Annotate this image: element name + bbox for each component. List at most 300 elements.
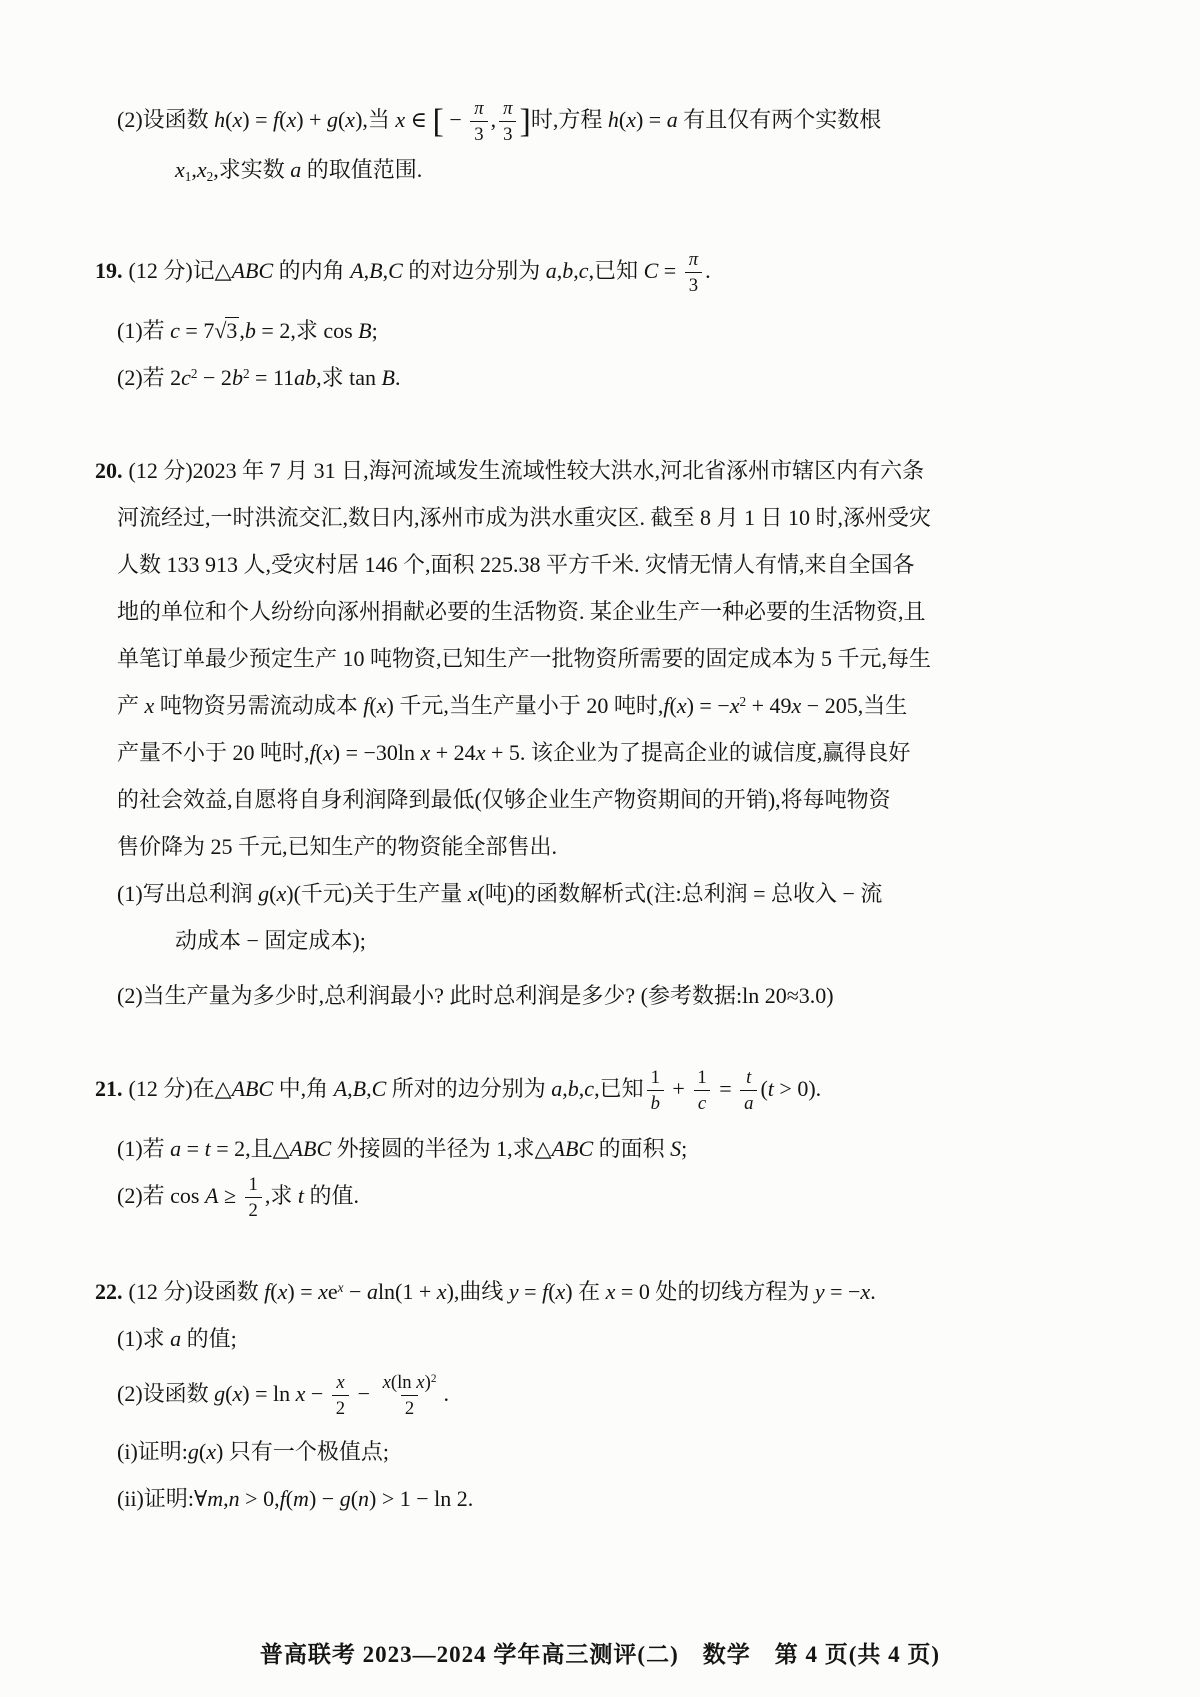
math-letter: y xyxy=(508,1278,519,1304)
text-run: 的对边分别为 xyxy=(402,257,546,283)
question-subpart xyxy=(117,870,1140,917)
text-run: = 2,且△ xyxy=(210,1135,290,1161)
text-line xyxy=(117,96,1140,146)
math-letter: x xyxy=(676,692,687,718)
math-letter: x xyxy=(860,1278,871,1304)
text-line xyxy=(117,823,1140,870)
math-letter: t xyxy=(297,1182,304,1208)
math-run: g(x) xyxy=(187,1438,224,1464)
math-run xyxy=(644,258,659,283)
fraction xyxy=(647,1067,664,1115)
math-run: g(x) xyxy=(326,107,363,132)
question-subpart xyxy=(117,1172,1140,1222)
math-letter: x xyxy=(286,107,297,132)
question-20 xyxy=(95,447,1140,1019)
text-run: = 0 处的切线方程为 xyxy=(615,1278,815,1304)
superscript: 2 xyxy=(190,365,198,381)
fraction xyxy=(499,98,516,146)
math-letter: h xyxy=(214,107,226,132)
math-letter: a xyxy=(294,364,306,390)
math-letter: x xyxy=(420,739,431,765)
fraction-numerator xyxy=(379,1372,441,1396)
math-letter: b xyxy=(567,1075,579,1101)
math-run xyxy=(170,1136,181,1161)
math-run: g(x) xyxy=(258,880,294,906)
text-run: = xyxy=(713,1075,738,1101)
math-letter: m xyxy=(207,1485,224,1511)
question-18-part2 xyxy=(117,96,1140,193)
math-letter: B xyxy=(352,1075,367,1101)
text-run: 的面积 xyxy=(593,1135,671,1161)
math-run xyxy=(670,1136,681,1161)
math-letter: B xyxy=(358,317,372,343)
text-run: . xyxy=(705,257,711,283)
math-letter: g xyxy=(187,1438,199,1464)
math-run xyxy=(395,107,405,132)
fraction-numerator xyxy=(332,1372,348,1396)
math-letter: A xyxy=(350,257,364,283)
problem-number: 21. xyxy=(95,1075,123,1101)
fraction-denominator: 3 xyxy=(499,121,516,146)
text-run: = xyxy=(658,257,682,283)
math-letter: x xyxy=(337,1279,344,1295)
math-letter: f xyxy=(309,739,316,765)
problem-number: 19. xyxy=(95,257,123,283)
text-run: e xyxy=(327,1278,338,1304)
math-run: (t > 0) xyxy=(760,1075,816,1101)
fraction-denominator: 2 xyxy=(401,1395,418,1420)
text-run: 外接圆的半径为 1,求△ xyxy=(331,1135,552,1161)
math-letter: a xyxy=(666,107,678,132)
math-run: f(x) xyxy=(264,1278,295,1304)
math-run: a,b,c xyxy=(551,1075,595,1101)
text-run: − xyxy=(352,1380,376,1406)
text-run: ∈ xyxy=(405,107,433,132)
text-run: + xyxy=(666,1075,691,1101)
problem-number: 20. xyxy=(95,457,123,483)
text-run: 的取值范围. xyxy=(301,156,423,182)
math-letter: x xyxy=(436,1278,447,1304)
text-run: . xyxy=(443,1380,449,1406)
text-run: 有且仅有两个实数根 xyxy=(677,107,882,132)
text-run: = ln xyxy=(249,1380,296,1406)
math-letter: B xyxy=(381,364,395,390)
text-run: (2)设函数 xyxy=(117,107,215,132)
math-letter: a xyxy=(545,257,557,283)
text-run: 单笔订单最少预定生产 10 吨物资,已知生产一批物资所需要的固定成本为 5 千元,每生 xyxy=(117,645,932,671)
math-letter: c xyxy=(697,1093,707,1115)
math-letter: B xyxy=(245,257,259,283)
math-letter: f xyxy=(663,692,670,718)
math-run xyxy=(232,365,243,390)
question-subpart xyxy=(117,1475,1140,1522)
text-run: 所对的边分别为 xyxy=(386,1075,552,1101)
math-letter: x xyxy=(416,1371,425,1393)
text-line xyxy=(117,588,1140,635)
math-run xyxy=(294,365,316,390)
fraction-numerator xyxy=(685,249,702,273)
fraction-denominator xyxy=(694,1090,710,1115)
math-letter: b xyxy=(244,317,256,343)
math-run xyxy=(421,740,431,765)
text-line xyxy=(117,729,1140,776)
math-letter: x xyxy=(232,107,243,132)
superscript: 2 xyxy=(242,365,250,381)
math-letter: x xyxy=(206,1438,216,1464)
math-letter: x xyxy=(196,156,207,182)
text-run: 动成本 − 固定成本); xyxy=(175,927,366,953)
math-run xyxy=(382,365,395,390)
math-run xyxy=(207,1486,223,1511)
fraction-numerator: 1 xyxy=(650,1066,660,1088)
math-letter: c xyxy=(584,1075,595,1101)
text-line xyxy=(117,146,1140,193)
math-letter: A xyxy=(204,1182,219,1208)
text-run: (ii)证明:∀ xyxy=(117,1485,208,1511)
question-subpart xyxy=(117,354,1140,401)
text-run: + 5. 该企业为了提高企业的诚信度,赢得良好 xyxy=(485,739,911,765)
math-letter: b xyxy=(650,1093,660,1115)
math-run: a,b,c xyxy=(545,257,589,283)
fraction-numerator: 1 xyxy=(697,1066,707,1088)
fraction-numerator xyxy=(499,98,516,122)
math-run xyxy=(792,693,802,718)
math-letter: g xyxy=(258,880,270,906)
question-subpart xyxy=(117,1370,1140,1420)
math-letter: c xyxy=(578,257,589,283)
math-run xyxy=(509,1279,519,1304)
text-run: (2)当生产量为多少时,总利润最小? 此时总利润是多少? (参考数据:ln 20≈3.0) xyxy=(117,982,834,1008)
text-run: = xyxy=(294,1278,319,1304)
text-run: , xyxy=(223,1485,229,1511)
fraction-denominator xyxy=(740,1090,757,1115)
math-letter: b xyxy=(562,257,574,283)
math-letter: x xyxy=(345,107,356,132)
math-run: f(x) xyxy=(363,692,394,718)
text-run: ,求 xyxy=(264,1182,298,1208)
text-run: ,当 xyxy=(362,107,396,132)
text-run: − 205,当生 xyxy=(801,692,908,718)
question-stem xyxy=(95,447,1140,494)
text-run: ln(1 + xyxy=(377,1278,437,1304)
math-letter: C xyxy=(316,1135,332,1161)
math-letter: x xyxy=(555,1278,566,1304)
math-run xyxy=(730,693,740,718)
question-subpart xyxy=(117,1428,1140,1475)
big-bracket: [ xyxy=(432,102,444,140)
math-letter: x xyxy=(318,1278,328,1304)
text-run: − xyxy=(443,107,468,132)
superscript: 2 xyxy=(739,693,747,709)
question-22 xyxy=(95,1268,1140,1522)
math-letter: x xyxy=(276,880,287,906)
big-bracket: ] xyxy=(519,102,531,140)
text-run: (千元)关于生产量 xyxy=(293,880,468,906)
math-letter: A xyxy=(231,257,246,283)
page-footer: 普高联考 2023—2024 学年高三测评(二) 数学 第 4 页(共 4 页) xyxy=(259,1642,941,1667)
math-run xyxy=(232,258,274,283)
fraction xyxy=(332,1372,349,1420)
fraction-numerator xyxy=(470,98,487,122)
fraction xyxy=(740,1067,757,1115)
math-letter: x xyxy=(295,1380,306,1406)
math-letter: x xyxy=(144,692,155,718)
math-letter: x xyxy=(175,156,185,182)
math-letter: x xyxy=(729,692,740,718)
math-run xyxy=(197,157,207,182)
text-run: . xyxy=(815,1075,822,1101)
text-line xyxy=(117,682,1140,729)
math-letter: x xyxy=(382,1371,391,1393)
text-run: = xyxy=(249,107,273,132)
math-letter: x xyxy=(475,739,486,765)
math-run xyxy=(476,740,486,765)
text-run: ,求实数 xyxy=(213,156,291,182)
text-run: . xyxy=(394,364,401,390)
math-letter: x xyxy=(626,107,636,132)
text-run: ≥ xyxy=(218,1182,242,1208)
math-run xyxy=(175,157,185,182)
question-19 xyxy=(95,247,1140,401)
text-run: (12 分)2023 年 7 月 31 日,海河流域发生流域性较大洪水,河北省涿州市辖区内有六条 xyxy=(128,457,925,483)
text-run: (2)若 cos xyxy=(117,1182,205,1208)
math-letter: g xyxy=(214,1380,226,1406)
text-run: (i)证明: xyxy=(117,1438,188,1464)
text-run: − xyxy=(316,1485,340,1511)
math-letter: x xyxy=(336,1371,345,1393)
math-letter: a xyxy=(290,156,302,182)
math-run xyxy=(367,1279,378,1304)
math-run: f(x) xyxy=(542,1278,573,1304)
fraction xyxy=(685,249,702,297)
math-run: A,B,C xyxy=(333,1075,387,1101)
math-letter: n xyxy=(358,1485,370,1511)
text-run: = −30ln xyxy=(340,739,421,765)
text-run: − xyxy=(305,1380,329,1406)
text-run: ,已知 xyxy=(588,257,644,283)
text-run: = 2,求 cos xyxy=(255,317,359,343)
math-letter: B xyxy=(565,1135,579,1161)
math-run xyxy=(383,1372,391,1393)
math-run: g(n) xyxy=(339,1485,377,1511)
math-run xyxy=(232,1076,274,1101)
math-run xyxy=(229,1486,240,1511)
math-letter: B xyxy=(369,257,383,283)
math-letter: t xyxy=(204,1135,211,1161)
fraction-numerator xyxy=(742,1067,755,1091)
math-run: A,B,C xyxy=(350,257,403,283)
math-letter: n xyxy=(228,1485,240,1511)
math-letter: a xyxy=(170,1135,182,1161)
math-letter: f xyxy=(542,1278,549,1304)
math-run xyxy=(552,1136,594,1161)
text-run: 吨物资另需流动成本 xyxy=(154,692,364,718)
text-run: > 0, xyxy=(239,1485,280,1511)
math-letter: f xyxy=(363,692,370,718)
question-stem xyxy=(95,1268,1140,1315)
math-run: f(x) xyxy=(273,107,304,132)
question-stem xyxy=(95,247,1140,297)
text-run: 售价降为 25 千元,已知生产的物资能全部售出. xyxy=(117,833,558,859)
subscript: 1 xyxy=(184,168,192,184)
text-run: (2)设函数 xyxy=(117,1380,215,1406)
text-run: 的值; xyxy=(181,1325,237,1351)
text-run: 人数 133 913 人,受灾村居 146 个,面积 225.38 平方千米. 灾情无情人有情,来自全国各 xyxy=(117,551,915,577)
math-run: h(x) xyxy=(214,107,250,132)
text-run: (2)若 2 xyxy=(117,364,182,390)
text-run: ,已知 xyxy=(594,1075,644,1101)
fraction xyxy=(245,1174,262,1222)
text-run: ; xyxy=(371,317,378,343)
math-run: g(x) xyxy=(214,1380,250,1406)
fraction-numerator: 1 xyxy=(248,1173,258,1195)
text-run: 产 xyxy=(117,692,145,718)
math-letter: x xyxy=(376,692,387,718)
text-run: = xyxy=(643,107,667,132)
text-run: + 49 xyxy=(746,692,792,718)
math-letter: t xyxy=(767,1075,774,1101)
math-run: f(x) xyxy=(309,739,341,765)
math-letter: f xyxy=(273,107,280,132)
text-run: . xyxy=(870,1278,876,1304)
math-letter: x xyxy=(277,1278,288,1304)
question-stem xyxy=(95,1065,1140,1115)
math-run: f(x) xyxy=(663,692,694,718)
math-run xyxy=(860,1279,870,1304)
math-run xyxy=(468,881,478,906)
math-run xyxy=(181,365,191,390)
math-run xyxy=(170,318,180,343)
math-run: h(x) xyxy=(607,107,644,132)
text-run: + xyxy=(303,107,327,132)
math-letter: π xyxy=(503,97,513,119)
text-run: 地的单位和个人纷纷向涿州捐献必要的生活物资. 某企业生产一种必要的生活物资,且 xyxy=(117,598,926,624)
text-line xyxy=(117,635,1140,682)
fraction xyxy=(470,98,487,146)
math-run xyxy=(318,1279,328,1304)
text-run: (12 分)记△ xyxy=(128,257,232,283)
text-run: (1)若 xyxy=(117,317,171,343)
text-run: (1)求 xyxy=(117,1325,171,1351)
text-run: = xyxy=(518,1278,543,1304)
text-run: 千元,当生产量小于 20 吨时, xyxy=(393,692,664,718)
problem-number: 22. xyxy=(95,1278,123,1304)
math-run xyxy=(358,318,371,343)
text-line xyxy=(117,917,1140,964)
math-letter: x xyxy=(467,880,478,906)
text-run: = 7 xyxy=(179,317,215,343)
fraction-denominator: 3 xyxy=(470,121,487,146)
subscript: 2 xyxy=(206,168,214,184)
text-run: 只有一个极值点; xyxy=(223,1438,389,1464)
question-subpart xyxy=(117,1315,1140,1362)
text-run: 的内角 xyxy=(273,257,351,283)
text-run: (ln xyxy=(390,1371,417,1393)
fraction-denominator xyxy=(647,1090,664,1115)
text-run: = 11 xyxy=(249,364,295,390)
question-21 xyxy=(95,1065,1140,1222)
math-letter: C xyxy=(578,1135,594,1161)
math-letter: g xyxy=(326,107,338,132)
math-letter: C xyxy=(643,257,659,283)
math-letter: C xyxy=(371,1075,387,1101)
math-letter: c xyxy=(181,364,191,390)
math-letter: g xyxy=(339,1485,351,1511)
text-run: 河流经过,一时洪流交汇,数日内,涿州市成为洪水重灾区. 截至 8 月 1 日 10 时,涿州受灾 xyxy=(117,504,932,530)
math-letter: t xyxy=(746,1066,752,1088)
text-line xyxy=(117,494,1140,541)
math-run xyxy=(245,318,256,343)
text-run: (吨)的函数解析式(注:总利润 = 总收入 − 流 xyxy=(477,880,883,906)
math-letter: C xyxy=(388,257,403,283)
math-run xyxy=(170,1326,181,1351)
math-letter: x xyxy=(605,1278,616,1304)
math-letter: A xyxy=(333,1075,348,1101)
text-run: 产量不小于 20 吨时, xyxy=(117,739,310,765)
math-letter: x xyxy=(791,692,802,718)
math-run: f(m) xyxy=(279,1485,317,1511)
text-run: (1)若 xyxy=(117,1135,171,1161)
text-line xyxy=(117,541,1140,588)
math-run xyxy=(437,1279,447,1304)
text-run: = − xyxy=(693,692,730,718)
math-letter: a xyxy=(170,1325,182,1351)
math-letter: f xyxy=(279,1485,286,1511)
math-run xyxy=(667,107,678,132)
text-run: ),曲线 xyxy=(446,1278,509,1304)
text-run: 的值. xyxy=(304,1182,360,1208)
math-letter: B xyxy=(245,1075,259,1101)
text-run: (12 分)在△ xyxy=(128,1075,232,1101)
math-letter: S xyxy=(670,1135,682,1161)
math-letter: C xyxy=(258,257,274,283)
math-run xyxy=(815,1279,825,1304)
math-letter: C xyxy=(258,1075,274,1101)
text-run: ) xyxy=(424,1371,431,1393)
math-letter: a xyxy=(366,1278,378,1304)
math-run xyxy=(290,1136,332,1161)
math-letter: h xyxy=(607,107,619,132)
fraction-denominator: 3 xyxy=(685,272,702,297)
math-letter: x xyxy=(232,1380,243,1406)
math-letter: a xyxy=(551,1075,563,1101)
text-run: ,求 tan xyxy=(316,364,382,390)
math-run xyxy=(205,1183,218,1208)
math-letter: b xyxy=(231,364,243,390)
radicand: 3 xyxy=(226,317,238,343)
fraction xyxy=(379,1372,441,1420)
text-run: , xyxy=(191,156,197,182)
text-run: − 2 xyxy=(197,364,232,390)
text-run: (12 分)设函数 xyxy=(128,1278,265,1304)
math-letter: A xyxy=(551,1135,565,1161)
question-subpart xyxy=(117,307,1140,354)
math-run xyxy=(296,1381,306,1406)
math-letter: A xyxy=(231,1075,246,1101)
math-run xyxy=(416,1372,424,1393)
text-run: − xyxy=(343,1278,367,1304)
math-letter: f xyxy=(264,1278,271,1304)
math-letter: m xyxy=(293,1485,309,1511)
math-letter: c xyxy=(170,317,180,343)
math-run xyxy=(145,693,155,718)
fraction-denominator: 2 xyxy=(245,1197,262,1222)
math-letter: π xyxy=(688,248,699,270)
math-letter: π xyxy=(474,97,484,119)
text-run: , xyxy=(239,317,245,343)
text-run: , xyxy=(490,107,497,132)
question-subpart xyxy=(117,972,1140,1019)
